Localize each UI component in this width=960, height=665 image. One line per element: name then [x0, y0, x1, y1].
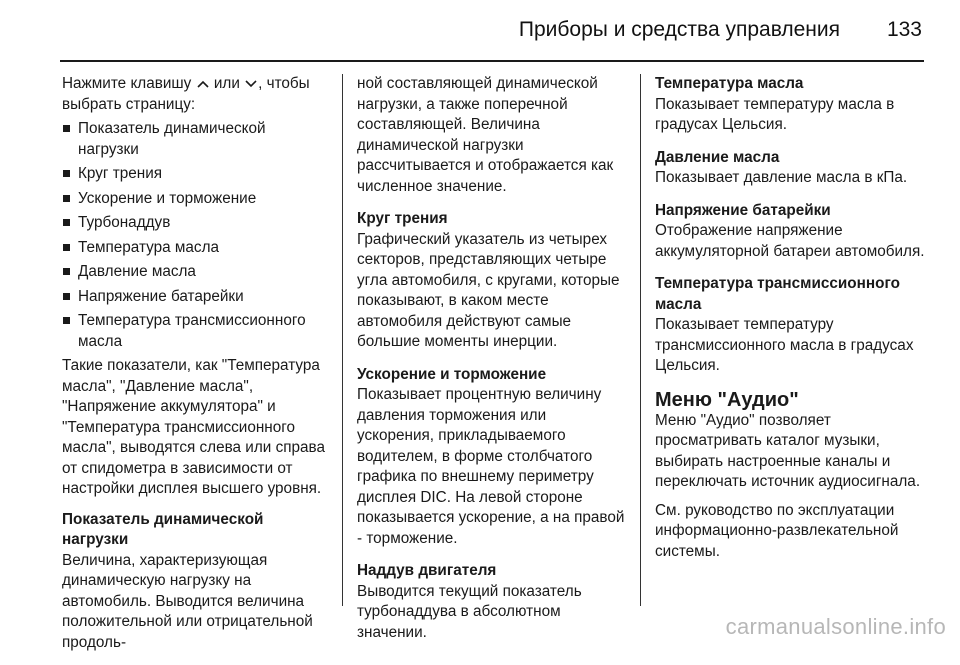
- section-audio: [655, 389, 931, 493]
- subheading-trans-temp: Температура трансмиссионного масла: [655, 275, 900, 313]
- text-oil-temp: Показывает температуру масла в градусах Цельсия.: [655, 95, 895, 133]
- section-friction: [357, 209, 627, 353]
- watermark: carmanualsonline.info: [725, 614, 946, 639]
- column-3: [655, 74, 931, 572]
- list-item: Температура трансмиссионного масла: [62, 311, 330, 352]
- header-divider: [60, 60, 924, 62]
- text-battery: Отображение напряжение аккумуляторной батареи автомобиля.: [655, 222, 925, 260]
- section-load-cont: [357, 74, 627, 197]
- text-audio: Меню "Аудио" позволяет просматривать каталог музыки, выбирать настроенные каналы и переключать источник аудиосигнала.: [655, 411, 921, 490]
- page-title: Приборы и средства управления: [518, 18, 840, 41]
- list-item: Круг трения: [62, 164, 330, 185]
- intro-text-or: или: [213, 75, 240, 92]
- column-1: [62, 74, 330, 665]
- subheading-boost: Наддув двигателя: [357, 562, 497, 579]
- page-number: 133: [886, 18, 922, 41]
- text-trans-temp: Показывает температуру трансмиссионного масла в градусах Цельсия.: [655, 316, 914, 374]
- list-item: Турбонаддув: [62, 213, 330, 234]
- text-oil-pressure: Показывает давление масла в кПа.: [655, 169, 908, 186]
- text-boost: Выводится текущий показатель турбонаддува в абсолютном значении.: [357, 582, 582, 641]
- section-load: [62, 510, 330, 654]
- page-list: [62, 119, 330, 352]
- text-load-cont: ной составляющей динамической нагрузки, а также поперечной составляющей. Величина динамической нагрузки рассчитывается и отображается как численное значение.: [357, 75, 614, 195]
- note-paragraph: Такие показатели, как "Температура масла", "Давление масла", "Напряжение аккумулятора" и "Температура трансмиссионного масла", выводятся слева или справа от спидометра в зависимости от настройки дисплея высшего уровня.: [62, 357, 325, 497]
- column-divider-1: [342, 74, 343, 606]
- section-accel: [357, 365, 627, 550]
- text-load: Величина, характеризующая динамическую нагрузку на автомобиль. Выводится величина положительной или отрицательной продоль-: [62, 551, 313, 651]
- section-trans-temp: [655, 274, 931, 377]
- subheading-friction: Круг трения: [357, 210, 448, 227]
- subheading-oil-temp: Температура масла: [655, 75, 804, 92]
- text-friction: Графический указатель из четырех секторов, представляющих четыре угла автомобиля, с кругами, которые показывают, в каком месте автомобиля действуют самые большие моменты инерции.: [357, 230, 620, 350]
- intro-text-start: Нажмите клавишу: [62, 75, 192, 92]
- subheading-battery: Напряжение батарейки: [655, 201, 831, 219]
- column-divider-2: [640, 74, 641, 606]
- heading-audio: Меню "Аудио": [655, 388, 799, 411]
- list-item: Температура масла: [62, 238, 330, 259]
- section-battery: [655, 201, 931, 263]
- text-audio-ref: См. руководство по эксплуатации информационно-развлекательной системы.: [655, 501, 899, 560]
- text-accel: Показывает процентную величину давления торможения или ускорения, прикладываемого водителем, в форме столбчатого графика по внешнему периметру дисплея DIC. На левой стороне показывается ускорение, а на правой - торможение.: [357, 386, 625, 547]
- page-header: [0, 0, 960, 62]
- section-boost: [357, 561, 627, 643]
- intro-paragraph: [62, 74, 330, 115]
- list-item: Ускорение и торможение: [62, 189, 330, 210]
- list-item: Давление масла: [62, 262, 330, 283]
- intro-text-end: , чтобы выбрать страницу:: [62, 75, 310, 113]
- chevron-up-icon: [196, 79, 210, 89]
- list-item: Показатель динамической нагрузки: [62, 119, 330, 160]
- chevron-down-icon: [244, 79, 258, 89]
- section-oil-temp: [655, 74, 931, 136]
- list-item: Напряжение батарейки: [62, 287, 330, 308]
- column-2: [357, 74, 627, 655]
- subheading-accel: Ускорение и торможение: [357, 365, 547, 383]
- subheading-oil-pressure: Давление масла: [655, 148, 780, 166]
- subheading-load: Показатель динамической нагрузки: [62, 510, 264, 548]
- section-oil-pressure: [655, 148, 931, 189]
